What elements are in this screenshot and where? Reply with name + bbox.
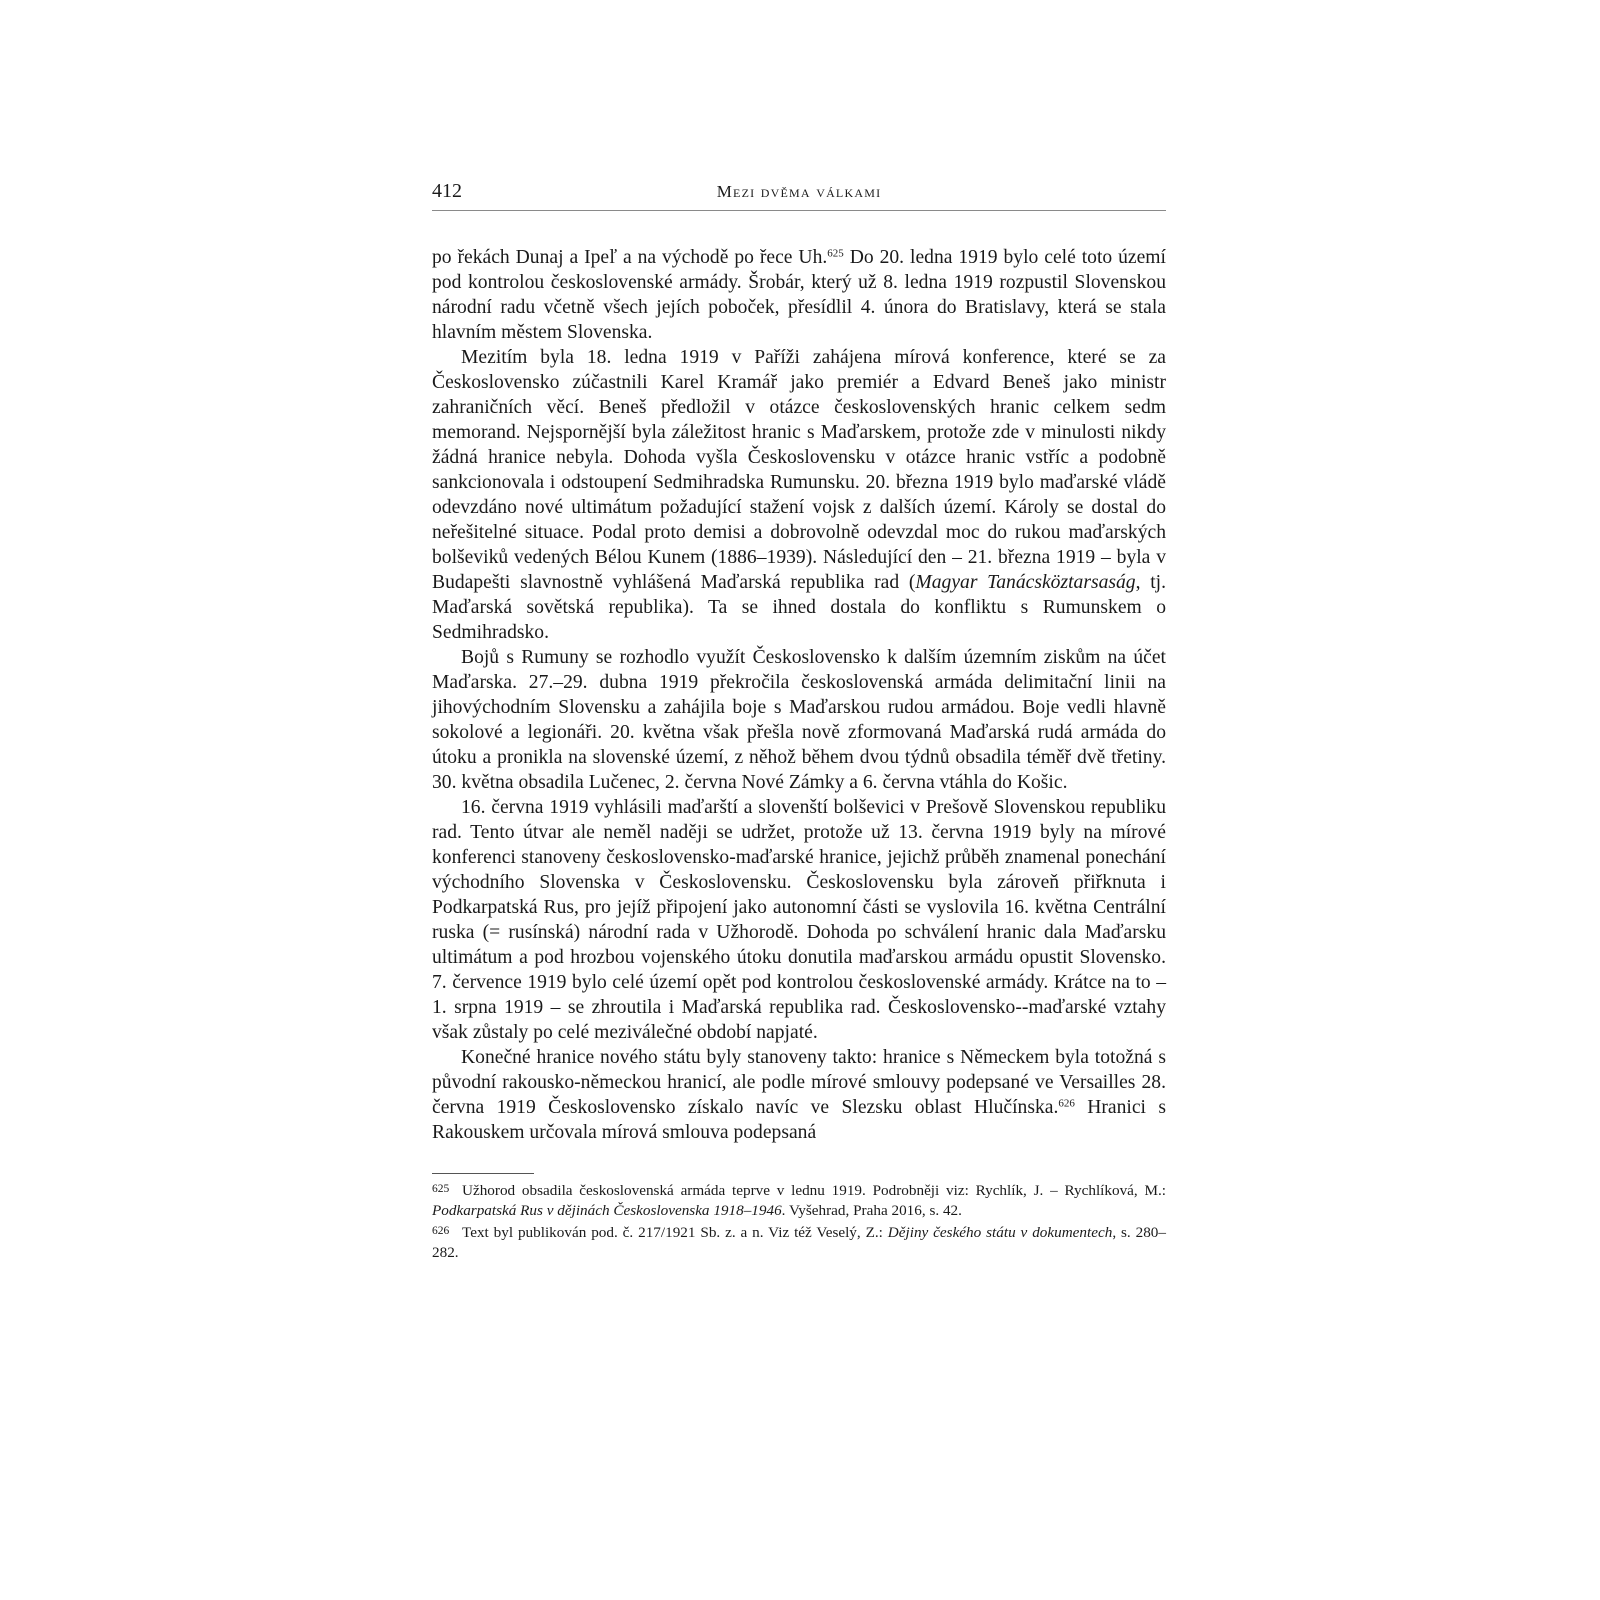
footnote-ref-625[interactable]: 625 — [827, 247, 844, 260]
book-page — [432, 176, 1166, 1263]
paragraph-2-italic: Magyar Tanácsköztarsaság — [915, 572, 1136, 593]
page-number: 412 — [432, 180, 462, 202]
footnote-italic: Podkarpatská Rus v dějinách Československa 1918–1946 — [432, 1201, 782, 1219]
running-title: Mezi dvěma válkami — [716, 182, 882, 201]
paragraph-5 — [432, 1045, 1166, 1145]
paragraph-4: 16. června 1919 vyhlásili maďarští a slovenští bolševici v Prešově Slovenskou republiku rad. Tento útvar ale neměl naději se udržet, protože už 13. června 1919 byly na mírové konferenci stanoveny československo-maďarské hranice, jejichž průběh znamenal ponechání východního Slovenska v Československu. Československu byla zároveň přiřknuta i Podkarpatská Rus, pro jejíž připojení jako autonomní části se vyslovila 16. května Centrální ruska (= rusínská) národní rada v Užhorodě. Dohoda po schválení hranic dala Maďarsku ultimátum a pod hrozbou vojenského útoku donutila maďarskou armádu opustit Slovensko. 7. července 1919 bylo celé území opět pod kontrolou československé armády. Krátce na to – 1. srpna 1919 – se zhroutila i Maďarská republika rad. Československo--maďarské vztahy však zůstaly po celé meziválečné období napjaté. — [432, 797, 1166, 1043]
footnote-text-cont: , s. 280–282. — [432, 1223, 1166, 1261]
footnote-text-cont: . Vyšehrad, Praha 2016, s. 42. — [781, 1201, 962, 1219]
paragraph-5-text: Konečné hranice nového státu byly stanoveny takto: hranice s Německem byla totožná s původní rakousko-německou hranicí, ale podle mírové smlouvy podepsané ve Versailles 28. června 1919 Československo získalo navíc ve Slezsku oblast Hlučínska. — [432, 1047, 1166, 1118]
paragraph-5-text-cont: Hranici s Rakouskem určovala mírová smlouva podepsaná — [432, 1097, 1166, 1143]
footnote-number: 626 — [432, 1224, 450, 1237]
running-head — [432, 176, 1166, 211]
paragraph-1-text: po řekách Dunaj a Ipeľ a na východě po řece Uh. — [432, 247, 828, 268]
paragraph-1 — [432, 245, 1166, 345]
footnotes — [432, 1179, 1166, 1263]
footnote-italic: Dějiny českého státu v dokumentech — [887, 1223, 1113, 1241]
paragraph-1-text-cont: Do 20. ledna 1919 bylo celé toto území pod kontrolou československé armády. Šrobár, který už 8. ledna 1919 rozpustil Slovenskou národní radu včetně všech jejích poboček, přesídlil 4. února do Bratislavy, která se stala hlavním městem Slovenska. — [432, 247, 1166, 343]
paragraph-3: Bojů s Rumuny se rozhodlo využít Československo k dalším územním ziskům na účet Maďarska. 27.–29. dubna 1919 překročila československá armáda delimitační linii na jihovýchodním Slovensku a zahájila boje s Maďarskou rudou armádou. Boje vedli hlavně sokolové a legionáři. 20. května však přešla nově zformovaná Maďarská rudá armáda do útoku a pronikla na slovenské území, z něhož během dvou týdnů obsadila téměř dvě třetiny. 30. května obsadila Lučenec, 2. června Nové Zámky a 6. června vtáhla do Košic. — [432, 647, 1166, 793]
paragraph-2-text-cont: , tj. Maďarská sovětská republika). Ta se ihned dostala do konfliktu s Rumunskem o Sedmihradsko. — [432, 572, 1166, 643]
paragraph-2 — [432, 345, 1166, 645]
paragraph-2-text: Mezitím byla 18. ledna 1919 v Paříži zahájena mírová konference, které se za Československo zúčastnili Karel Kramář jako premiér a Edvard Beneš jako ministr zahraničních věcí. Beneš předložil v otázce československých hranic celkem sedm memorand. Nejspornější byla záležitost hranic s Maďarskem, protože zde v minulosti nikdy žádná hranice nebyla. Dohoda vyšla Československu v otázce hranic vstříc a podobně sankcionovala i odstoupení Sedmihradska Rumunsku. 20. března 1919 bylo maďarské vládě odevzdáno nové ultimátum požadující stažení vojsk z dalších území. Károly se dostal do neřešitelné situace. Podal proto demisi a dobrovolně odevzdal moc do rukou maďarských bolševiků vedených Bélou Kunem (1886–1939). Následující den – 21. března 1919 – byla v Budapešti slavnostně vyhlášená Maďarská republika rad ( — [432, 347, 1166, 593]
footnote-625 — [432, 1179, 1166, 1221]
footnote-text: Užhorod obsadila československá armáda teprve v lednu 1919. Podrobněji viz: Rychlík, J. – Rychlíková, M.: — [462, 1181, 1166, 1199]
body-text — [432, 245, 1166, 1145]
footnote-separator — [432, 1173, 534, 1174]
footnote-ref-626[interactable]: 626 — [1058, 1097, 1075, 1110]
footnote-number: 625 — [432, 1183, 450, 1195]
footnote-text: Text byl publikován pod. č. 217/1921 Sb. z. a n. Viz též Veselý, Z.: — [462, 1223, 888, 1241]
footnote-626 — [432, 1221, 1166, 1263]
